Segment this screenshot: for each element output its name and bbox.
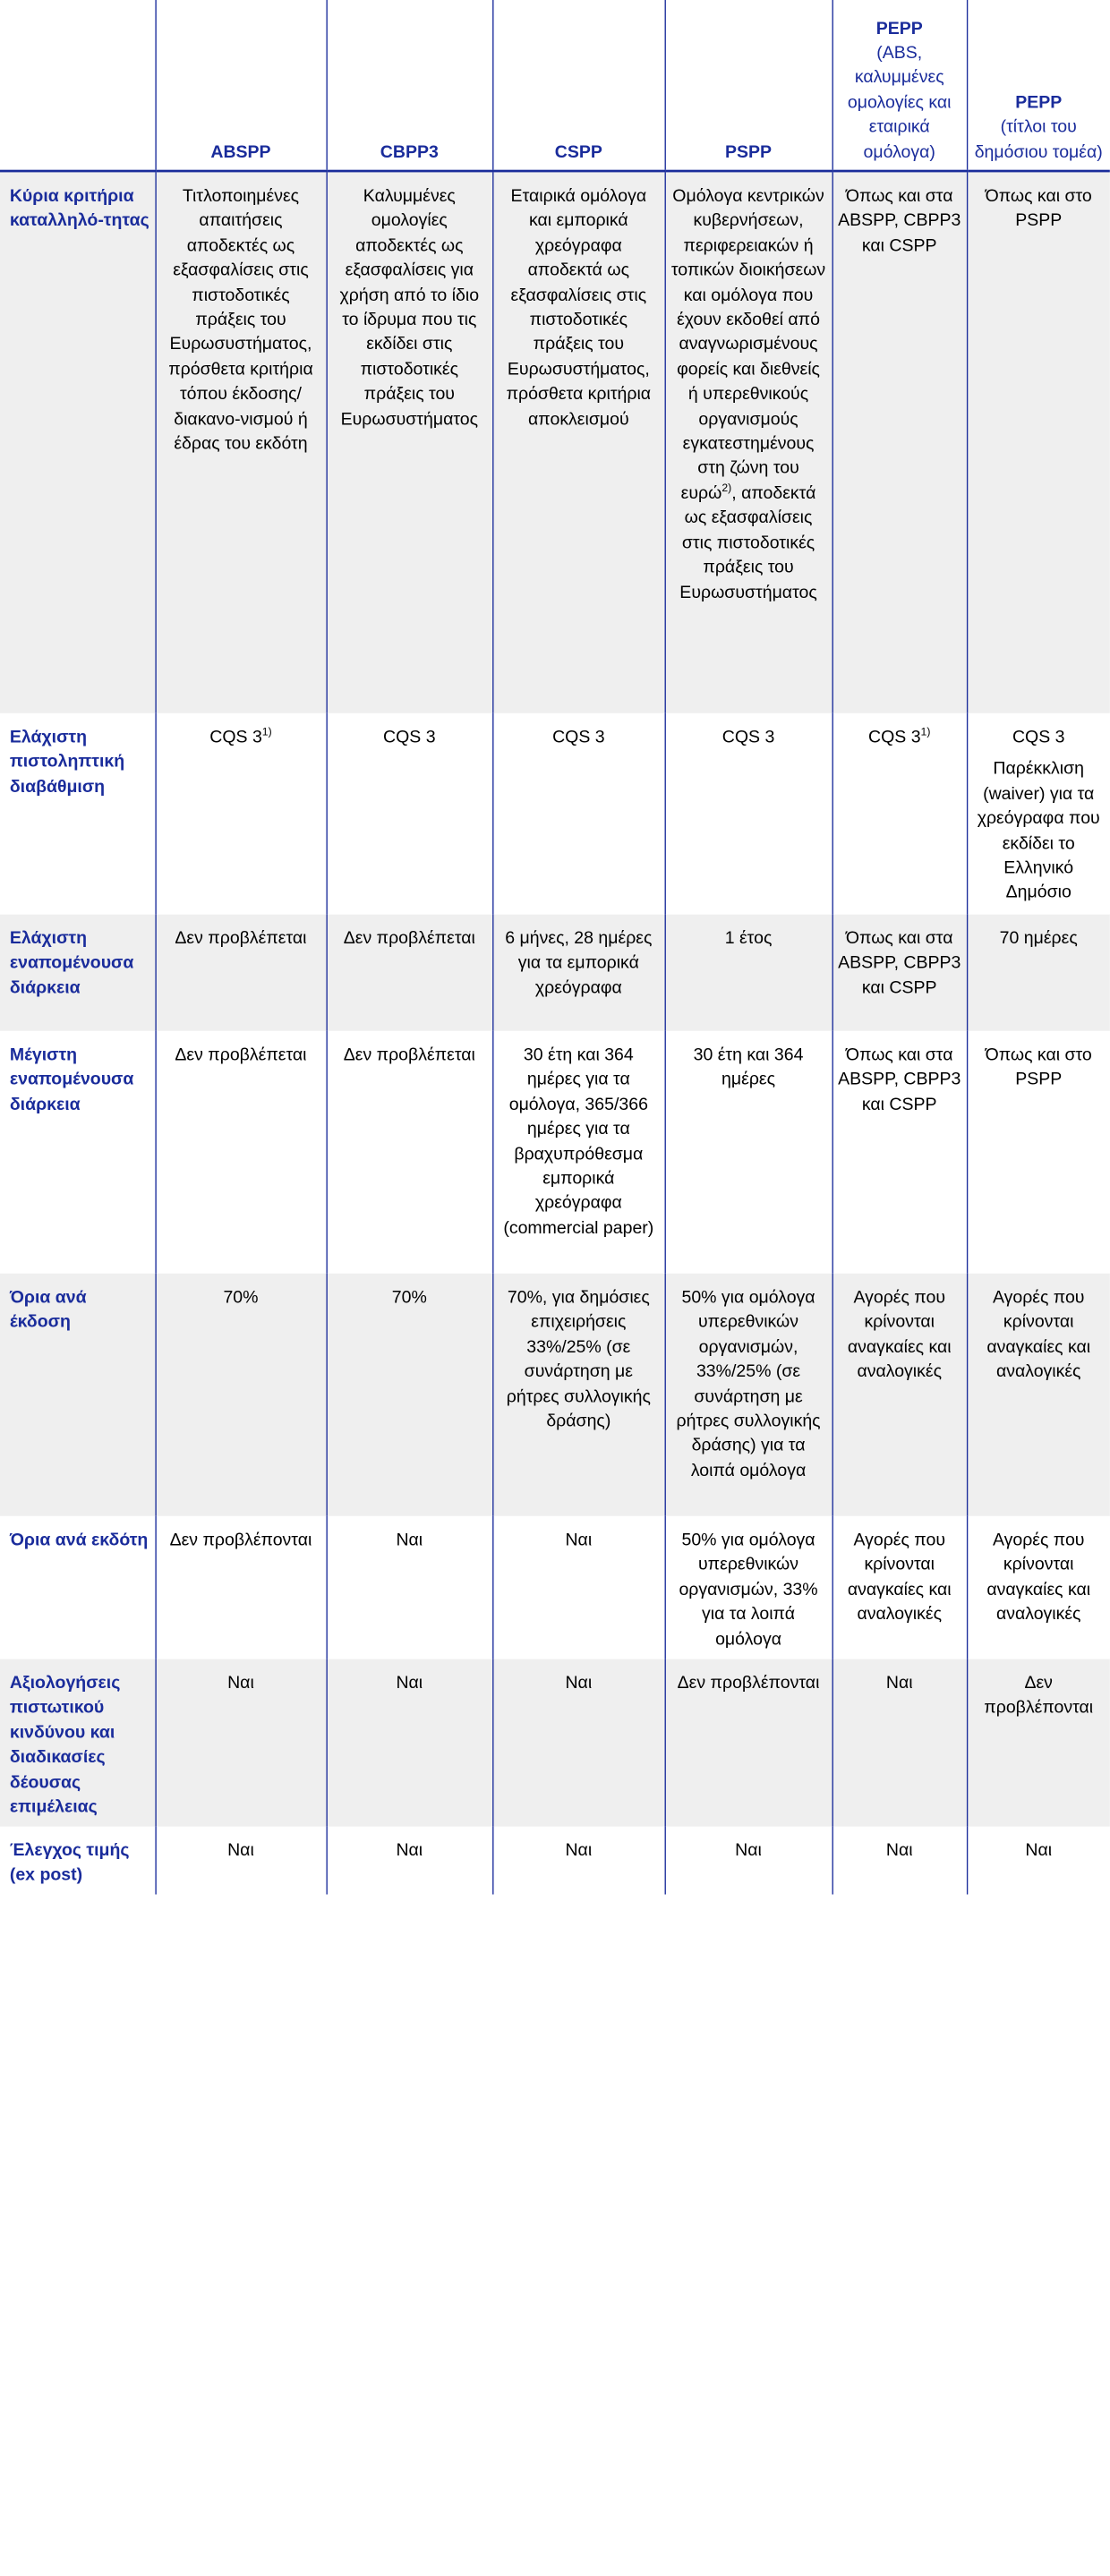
row-label: Ελάχιστη εναπομένουσα διάρκεια [0,915,155,1031]
table-cell: Καλυμμένες ομολογίες αποδεκτές ως εξασφαλίσεις για χρήση από το ίδιο το ίδρυμα που τις εκδίδει στις πιστοδοτικές πράξεις του Ευρωσυστήματος [326,171,492,713]
table-cell: Αγορές που κρίνονται αναγκαίες και αναλογικές [832,1516,967,1659]
table-cell: Όπως και στο PSPP [967,171,1110,713]
table-cell [832,713,967,915]
table-row-issue-limits [0,1274,1110,1516]
table-cell: 70 ημέρες [967,915,1110,1031]
table-row-min-rating [0,713,1110,915]
table-cell: Ναι [492,1659,664,1827]
table-cell: Δεν προβλέπονται [665,1659,832,1827]
table-cell: 70%, για δημόσιες επιχειρήσεις 33%/25% (σε συνάρτηση με ρήτρες συλλογικής δράσης) [492,1274,664,1516]
header-corner-cell [0,0,155,171]
table-cell: Όπως και στα ABSPP, CBPP3 και CSPP [832,915,967,1031]
table-cell [967,713,1110,915]
table-cell: 1 έτος [665,915,832,1031]
cell-text: CQS 3 [209,728,262,747]
cell-text: , αποδεκτά ως εξασφαλίσεις στις πιστοδοτικές πράξεις του Ευρωσυστήματος [679,483,817,602]
table-cell: CQS 3 [326,713,492,915]
table-cell: Ναι [155,1659,326,1827]
column-header-pspp [665,0,832,171]
column-header-cspp [492,0,664,171]
cell-text: CQS 3 [868,728,921,747]
table-cell: Ναι [665,1827,832,1895]
table-cell: Ναι [155,1827,326,1895]
table-cell: Δεν προβλέπεται [155,1031,326,1274]
table-cell: CQS 3 [492,713,664,915]
table-cell: Όπως και στο PSPP [967,1031,1110,1274]
table-cell: Τιτλοποιημένες απαιτήσεις αποδεκτές ως εξασφαλίσεις στις πιστοδοτικές πράξεις του Ευρωσυστήματος, πρόσθετα κριτήρια τόπου έκδοσης/διακανο-νισμού ή έδρας του εκδότη [155,171,326,713]
table-cell: Ναι [326,1659,492,1827]
column-title: ABSPP [210,142,271,163]
table-cell: Δεν προβλέπονται [967,1659,1110,1827]
row-label: Έλεγχος τιμής (ex post) [9,1840,130,1886]
table-row-eligibility [0,171,1110,713]
table-cell: Ναι [326,1827,492,1895]
cell-text: Ομόλογα κεντρικών κυβερνήσεων, περιφερειακών ή τοπικών διοικήσεων και ομόλογα που έχουν εκδοθεί από αναγνωρισμένους φορείς και διεθνείς ή υπερεθνικούς οργανισμούς εγκατεστημένους στη ζώνη του ευρώ [670,186,826,504]
table-cell: Αγορές που κρίνονται αναγκαίες και αναλογικές [832,1274,967,1516]
row-label: Όρια ανά έκδοση [0,1274,155,1516]
table-cell: 70% [155,1274,326,1516]
column-header-pepp-public [967,0,1110,171]
waiver-note: Παρέκκλιση (waiver) για τα χρεόγραφα που εκδίδει το Ελληνικό Δημόσιο [977,759,1100,903]
table-cell [665,171,832,713]
row-label: Κύρια κριτήρια καταλληλό-τητας [0,171,155,713]
row-label: Ελάχιστη πιστοληπτική διαβάθμιση [9,728,125,797]
table-cell: Ναι [492,1827,664,1895]
table-cell: 30 έτη και 364 ημέρες [665,1031,832,1274]
table-cell: Δεν προβλέπεται [326,1031,492,1274]
row-label: Μέγιστη εναπομένουσα διάρκεια [9,1045,134,1114]
table-cell: Ναι [326,1516,492,1659]
header-row [0,0,1110,171]
table-row-issuer-limits [0,1516,1110,1659]
column-header-abspp [155,0,326,171]
table-row-min-maturity [0,915,1110,1031]
table-cell: Όπως και στα ABSPP, CBPP3 και CSPP [832,1031,967,1274]
table-cell: Αγορές που κρίνονται αναγκαίες και αναλογικές [967,1516,1110,1659]
footnote-marker: 2) [722,482,732,494]
table-cell: Ναι [492,1516,664,1659]
table-cell: Δεν προβλέπεται [155,915,326,1031]
table-cell: 50% για ομόλογα υπερεθνικών οργανισμών, 33%/25% (σε συνάρτηση με ρήτρες συλλογικής δράσης) για τα λοιπά ομόλογα [665,1274,832,1516]
table-row-credit-risk [0,1659,1110,1827]
column-header-cbpp3 [326,0,492,171]
column-title: PSPP [725,142,773,163]
column-header-pepp-private [832,0,967,171]
column-title: CSPP [554,142,602,163]
footnote-marker: 1) [261,725,272,738]
table-row-price-check [0,1827,1110,1895]
footnote-marker: 1) [920,725,931,738]
table-cell: Δεν προβλέπεται [326,915,492,1031]
table-row-max-maturity [0,1031,1110,1274]
table-cell: Δεν προβλέπονται [155,1516,326,1659]
table-cell: Ναι [967,1827,1110,1895]
column-subtitle: (ABS, καλυμμένες ομολογίες και εταιρικά ομόλογα) [847,43,952,163]
table-cell: Όπως και στα ABSPP, CBPP3 και CSPP [832,171,967,713]
column-title: PEPP [875,19,923,38]
table-cell: CQS 3 [665,713,832,915]
row-label: Όρια ανά εκδότη [9,1531,149,1550]
cell-text: CQS 3 [1012,728,1065,747]
table-cell: Ναι [832,1659,967,1827]
column-title: PEPP [1015,93,1063,113]
table-cell: 70% [326,1274,492,1516]
table-cell: Εταιρικά ομόλογα και εμπορικά χρεόγραφα αποδεκτά ως εξασφαλίσεις στις πιστοδοτικές πράξεις του Ευρωσυστήματος, πρόσθετα κριτήρια αποκλεισμού [492,171,664,713]
table-cell: 6 μήνες, 28 ημέρες για τα εμπορικά χρεόγραφα [492,915,664,1031]
table-cell: Αγορές που κρίνονται αναγκαίες και αναλογικές [967,1274,1110,1516]
table-cell: 50% για ομόλογα υπερεθνικών οργανισμών, 33% για τα λοιπά ομόλογα [665,1516,832,1659]
table-cell: 30 έτη και 364 ημέρες για τα ομόλογα, 365/366 ημέρες για τα βραχυπρόθεσμα εμπορικά χρεόγραφα (commercial paper) [492,1031,664,1274]
column-subtitle: (τίτλοι του δημόσιου τομέα) [974,117,1103,163]
row-label: Αξιολογήσεις πιστωτικού κινδύνου και διαδικασίες δέουσας επιμέλειας [0,1659,155,1827]
column-title: CBPP3 [380,142,439,163]
table-cell [155,713,326,915]
table-cell: Ναι [832,1827,967,1895]
